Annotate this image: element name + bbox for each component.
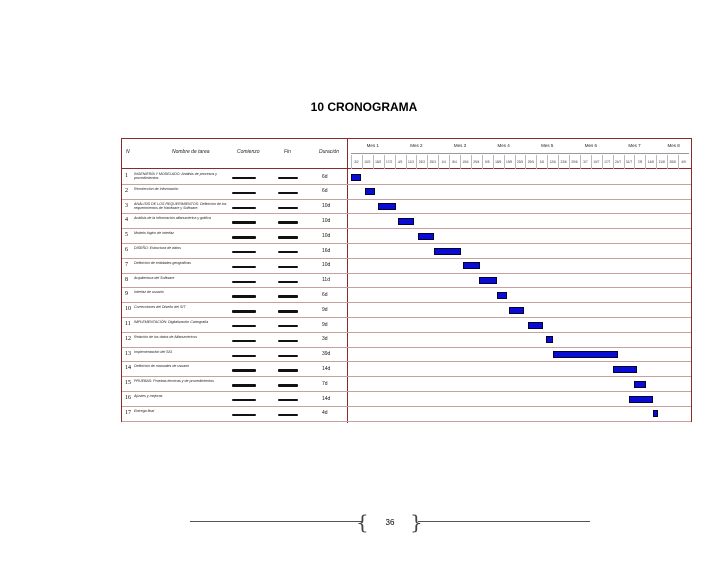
task-duration: 10d (322, 203, 331, 210)
footer-rule-left (190, 521, 362, 522)
task-duration: 3d (322, 336, 328, 343)
task-name: Definición de manuales de usuario (134, 364, 190, 369)
week-divider (351, 155, 352, 169)
task-start-redacted (232, 325, 256, 327)
task-start-redacted (232, 177, 256, 179)
task-duration: 9d (322, 321, 328, 328)
task-number: 16 (125, 395, 131, 401)
task-row (122, 377, 691, 392)
month-label: Mes 2 (410, 143, 423, 148)
task-name: PRUEBAS: Pruebas técnicas y de procedimientos (134, 379, 214, 384)
task-name: Relación de los datos de Alfanuméricos (134, 334, 197, 339)
task-start-redacted (232, 221, 256, 223)
header-start: Comienzo (237, 149, 260, 155)
task-end-redacted (278, 281, 298, 283)
task-start-redacted (232, 236, 256, 238)
task-end-redacted (278, 207, 298, 209)
header-end: Fin (284, 149, 291, 155)
task-name: Arquitectura del Software (134, 275, 175, 280)
task-start-redacted (232, 295, 256, 297)
task-row (122, 214, 691, 229)
task-number: 4 (125, 217, 128, 224)
task-name: Entrega final (134, 408, 155, 413)
week-divider (547, 155, 548, 169)
task-row (122, 185, 691, 200)
task-start-redacted (232, 414, 256, 416)
task-name: ANÁLISIS DE LOS REQUERIMIENTOS: Definición de los requerimientos de Hardware y Software. (134, 201, 227, 210)
task-bar (613, 366, 637, 373)
task-end-redacted (278, 340, 298, 342)
task-end-redacted (278, 414, 298, 416)
task-number: 1 (125, 173, 128, 179)
week-divider (580, 155, 581, 169)
week-label: 3/7 (583, 160, 588, 164)
task-end-redacted (278, 384, 298, 386)
week-label: 19/5 (505, 160, 513, 164)
task-number: 14 (125, 365, 131, 372)
week-label: 14/8 (647, 160, 654, 164)
week-label: 29/6 (571, 160, 578, 164)
task-number: 11 (125, 321, 131, 327)
month-label: Mes 7 (628, 143, 641, 148)
task-duration: 39d (322, 351, 331, 358)
task-name: Recolección de Información (134, 186, 179, 191)
week-divider (569, 155, 570, 169)
task-bar (365, 188, 375, 195)
task-row (122, 303, 691, 318)
task-bar (634, 381, 646, 388)
footer-rule-right (418, 521, 590, 522)
task-row (122, 274, 691, 289)
task-duration: 16d (322, 247, 331, 254)
task-start-redacted (232, 369, 256, 371)
page-number: 36 (385, 518, 395, 527)
task-name: Interfaz de usuario (134, 290, 164, 295)
week-divider (525, 155, 526, 169)
task-duration: 6d (322, 291, 328, 298)
week-divider (558, 155, 559, 169)
week-divider (515, 155, 516, 169)
task-duration: 7d (322, 380, 328, 387)
task-duration: 14d (322, 365, 331, 372)
task-number: 7 (125, 261, 128, 268)
task-bar (629, 396, 653, 403)
task-row (122, 259, 691, 274)
task-name: Implementación del SIG (134, 349, 173, 354)
week-divider (678, 155, 679, 169)
task-row (122, 244, 691, 259)
gantt-chart (121, 138, 692, 422)
week-label: 28/8 (669, 160, 676, 164)
task-row (122, 362, 691, 377)
week-label: 29/4 (473, 160, 480, 164)
week-divider (613, 155, 614, 169)
footer-brace-left: { (356, 510, 369, 534)
task-duration: 4d (322, 410, 328, 417)
week-label: 31/7 (625, 160, 633, 164)
task-bar (479, 277, 498, 284)
task-number: 2 (125, 187, 128, 194)
week-divider (493, 155, 494, 169)
task-row (122, 318, 691, 333)
task-start-redacted (232, 384, 256, 386)
task-end-redacted (278, 251, 298, 253)
task-end-redacted (278, 266, 298, 268)
gantt-header (122, 139, 691, 169)
week-divider (645, 155, 646, 169)
week-divider (536, 155, 537, 169)
month-label: Mes 4 (497, 143, 510, 148)
header-task-name: Nombre de tarea (172, 149, 210, 155)
task-bar (546, 336, 553, 343)
task-name: Ajustes y mejoras (134, 394, 163, 398)
task-end-redacted (278, 236, 298, 238)
task-row (122, 333, 691, 348)
week-divider (427, 155, 428, 169)
week-divider (471, 155, 472, 169)
task-name: Correcciones del Diseño del SIT (134, 305, 186, 310)
task-end-redacted (278, 192, 298, 194)
week-label: 4/3 (397, 160, 403, 164)
task-duration: 10d (322, 217, 331, 224)
week-label: 23/3 (418, 160, 425, 164)
week-label: 4/9 (681, 160, 686, 164)
task-start-redacted (232, 192, 256, 194)
week-divider (634, 155, 635, 169)
task-start-redacted (232, 251, 256, 253)
task-duration: 9d (322, 306, 328, 313)
week-label: 15/4 (462, 160, 469, 164)
task-end-redacted (278, 369, 298, 371)
week-label: 5/5 (485, 160, 490, 164)
task-start-redacted (232, 340, 256, 342)
task-number: 6 (125, 247, 128, 253)
week-label: 7/8 (637, 160, 643, 164)
task-bar (351, 174, 361, 181)
task-row (122, 392, 691, 407)
task-number: 13 (125, 350, 131, 357)
task-bar (497, 292, 507, 299)
week-label: 12/6 (549, 160, 556, 164)
week-label: 1/6 (539, 160, 544, 164)
task-bar (434, 248, 461, 255)
task-number: 8 (125, 276, 128, 283)
week-divider (438, 155, 439, 169)
task-number: 17 (125, 409, 131, 416)
task-start-redacted (232, 207, 256, 209)
week-label: 17/7 (604, 160, 611, 164)
week-divider (384, 155, 385, 169)
task-end-redacted (278, 221, 298, 223)
week-divider (624, 155, 625, 169)
week-label: 17/2 (386, 160, 393, 164)
week-label: 18/5 (495, 160, 502, 164)
month-label: Mes 5 (541, 143, 554, 148)
task-bar (553, 351, 618, 358)
task-duration: 14d (322, 395, 331, 402)
task-duration: 11d (322, 277, 330, 284)
task-end-redacted (278, 399, 298, 401)
task-start-redacted (232, 355, 256, 357)
task-row (122, 170, 691, 185)
page-title: 10 CRONOGRAMA (310, 100, 418, 114)
task-row (122, 407, 691, 422)
task-name: Definición de entidades geográficas (134, 260, 191, 265)
week-label: 10/7 (593, 160, 600, 164)
task-number: 10 (125, 306, 131, 313)
task-row (122, 348, 691, 363)
task-number: 5 (125, 232, 128, 239)
week-label: 21/8 (658, 160, 665, 164)
task-name: Modelo lógico de interfaz (134, 231, 174, 236)
week-label: 24/7 (615, 160, 622, 164)
task-bar (418, 233, 434, 240)
task-duration: 10d (322, 262, 331, 269)
week-divider (416, 155, 417, 169)
month-label: Mes 8 (667, 143, 680, 148)
task-row (122, 288, 691, 303)
week-label: 23/6 (560, 160, 567, 164)
week-divider (504, 155, 505, 169)
week-divider (460, 155, 461, 169)
task-duration: 6d (322, 173, 328, 180)
task-end-redacted (278, 310, 298, 312)
week-label: 25/3 (429, 160, 436, 164)
task-name: INGENIERÍA Y MODELADO: Análisis de procesos y procedimientos (134, 172, 218, 180)
week-divider (406, 155, 407, 169)
task-bar (653, 410, 658, 417)
task-name: Análisis de la información alfanumérica y gráfica (134, 216, 211, 221)
week-label: 3/2 (354, 160, 359, 164)
month-label: Mes 3 (453, 143, 467, 148)
month-label: Mes 1 (366, 143, 379, 148)
task-name: IMPLEMENTACIÓN: Digitalización Cartografía (134, 320, 209, 324)
week-divider (449, 155, 450, 169)
week-divider (373, 155, 374, 169)
header-num: N (126, 149, 130, 155)
header-duration: Duración (319, 149, 340, 155)
task-bar (528, 322, 543, 329)
week-divider (362, 155, 363, 169)
task-start-redacted (232, 399, 256, 401)
task-start-redacted (232, 281, 256, 283)
task-number: 9 (125, 291, 128, 298)
task-start-redacted (232, 266, 256, 268)
task-bar (378, 203, 395, 210)
footer-brace-right: } (410, 510, 423, 534)
task-start-redacted (232, 310, 256, 312)
week-label: 23/5 (516, 160, 524, 164)
task-end-redacted (278, 355, 298, 357)
week-divider (602, 155, 603, 169)
task-bar (509, 307, 524, 314)
task-duration: 10d (322, 232, 331, 239)
week-label: 18/2 (375, 160, 382, 164)
month-label: Mes 6 (584, 143, 597, 148)
task-end-redacted (278, 177, 298, 179)
week-divider (482, 155, 483, 169)
week-divider (591, 155, 592, 169)
task-number: 12 (125, 335, 131, 342)
task-bar (398, 218, 414, 225)
task-name: DISEÑO: Estructura de datos (134, 246, 181, 250)
week-label: 10/2 (364, 160, 371, 164)
week-label: 1/4 (441, 160, 446, 164)
week-divider (667, 155, 668, 169)
task-number: 15 (125, 380, 131, 387)
week-divider (656, 155, 657, 169)
week-label: 29/5 (527, 160, 534, 164)
week-label: 8/4 (452, 160, 457, 164)
task-row (122, 229, 691, 244)
task-end-redacted (278, 325, 298, 327)
task-duration: 6d (322, 188, 328, 195)
task-number: 3 (125, 202, 128, 209)
task-row (122, 200, 691, 215)
task-bar (463, 262, 479, 269)
week-divider (395, 155, 396, 169)
task-end-redacted (278, 295, 298, 297)
month-divider (351, 153, 689, 154)
week-label: 11/3 (407, 160, 414, 164)
